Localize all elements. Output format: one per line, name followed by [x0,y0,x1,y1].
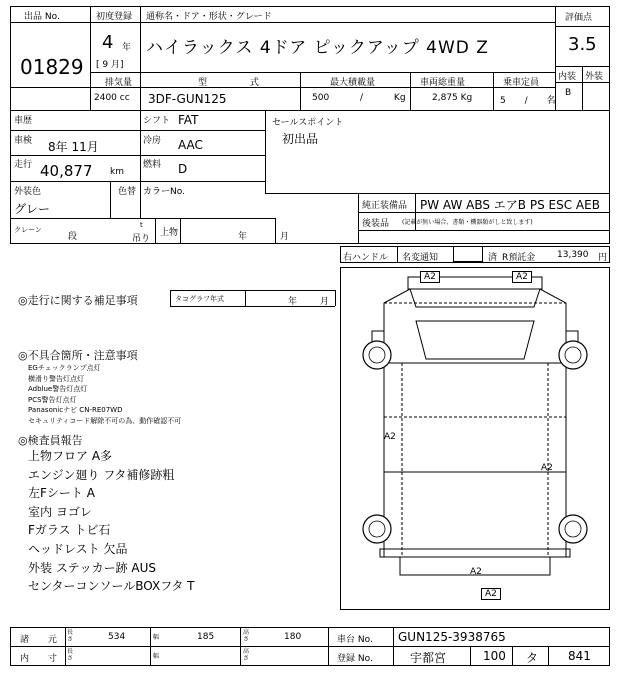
defect-item: セキュリティコード解除不可の為、動作確認不可 [28,416,182,425]
gross-weight-value: 2,875 Kg [432,93,473,103]
recycle-label: R預託金 [502,253,536,263]
cab-front [384,289,566,363]
interior-grade: B [565,88,572,98]
exterior-color-value: グレー [14,202,51,216]
history-label: 車歴 [14,116,33,126]
plate-class: 100 [483,649,506,663]
name-change-label: 名変通知 [402,253,439,263]
defects-label: ◎不具合箇所・注意事項 [18,349,138,362]
vehicle-damage-diagram [340,267,610,610]
inspection-value: 8年 11月 [48,140,99,154]
inspector-item: 上物フロア A多 [28,449,113,463]
interior-label: 内装 [558,72,577,82]
lot-label: 出品 No. [24,12,60,22]
length-label: 長さ [67,629,74,643]
tacho-label: タコグラフ年式 [175,295,224,303]
defect-item: Panasonicナビ CN-RE07WD [28,406,123,414]
chassis-label: 車台 No. [337,635,373,645]
damage-mark: A2 [512,271,532,283]
windshield [416,321,534,359]
engine-label: 排気量 [105,78,133,88]
inner-dims-label: 内 寸 [20,654,65,664]
type-value: 3DF-GUN125 [148,92,227,106]
aftermarket-label: 後装品 [362,219,390,229]
max-load-value: 500 / Kg [312,93,406,103]
driving-notes-label: ◎走行に関する補足事項 [18,294,138,307]
lot-number: 01829 [20,55,84,79]
inner-width-label: 幅 [153,653,160,660]
plate-kana: タ [526,651,539,665]
damage-mark: A2 [420,271,440,283]
shift-value: FAT [178,113,199,127]
damage-mark: A2 [541,463,553,473]
defect-item: 横滑り警告灯点灯 [28,374,84,383]
inspector-item: エンジン廻り フタ補修跡粗 [28,467,175,482]
width-value: 185 [197,632,215,642]
wheel-rear-left [363,515,391,543]
capacity-label: 乗車定員 [503,78,540,88]
inspector-item: 左Fシート A [28,486,95,501]
height-value: 180 [284,632,302,642]
type-label: 型 式 [198,78,279,88]
score-label: 評価点 [565,13,593,23]
equipment-value: PW AW ABS エアB PS ESC AEB [420,198,600,212]
plate-number: 841 [568,649,591,663]
fuel-value: D [178,162,188,176]
upper-body-month: 月 [280,232,290,242]
bed [384,472,566,557]
equipment-label: 純正装備品 [362,201,408,211]
damage-mark: A2 [384,432,396,442]
upper-body-label: 上物 [160,228,179,238]
max-load-label: 最大積載量 [330,78,376,88]
chassis-value: GUN125-3938765 [398,630,506,644]
wheel-rear-right [559,515,587,543]
gross-weight-label: 車両総重量 [420,78,466,88]
defect-item: PCS警告灯点灯 [28,395,77,404]
mileage-value: 40,877 [40,162,93,180]
first-reg-month: [ 9 月] [96,60,124,70]
crane-label: クレーン [14,226,42,234]
sales-points-label: セールスポイント [272,118,344,128]
ac-label: 冷房 [143,136,162,146]
height-label: 高さ [243,629,250,643]
crane-steps: 段 [68,232,78,242]
defect-item: EGチェックランプ点灯 [28,364,101,372]
color-no-label: カラーNo. [143,187,185,197]
inspector-item: センターコンソールBOXフタ T [28,579,195,594]
inspector-list [28,447,195,596]
fuel-label: 燃料 [143,160,162,170]
inner-height-label: 高さ [243,648,250,662]
inspector-item: 外装 ステッカー跡 AUS [28,560,156,575]
exterior-color-label: 外装色 [14,187,42,197]
plate-label: 登録 No. [337,654,373,664]
inspector-label: ◎検査員報告 [18,434,83,447]
mileage-label: 走行 [14,160,33,170]
damage-mark: A2 [470,567,482,577]
mileage-unit: km [110,167,124,177]
color-change-label: 色替 [118,187,137,197]
wheel-front-right [559,341,587,369]
crane-t-unit: t [140,221,143,229]
recycle-unit: 円 [598,253,608,263]
handle-label: 右ハンドル [343,253,389,263]
upper-body-year: 年 [238,232,248,242]
sales-points-value: 初出品 [282,132,319,146]
plate-area: 宇都宮 [410,651,447,665]
capacity-value: 5 / 名 [500,96,556,106]
recycle-paid-mark: 済 [488,253,498,263]
first-reg-label: 初度登録 [96,12,133,22]
inspector-item: ヘッドレスト 欠品 [28,541,128,556]
crane-hang: 吊り [132,234,151,244]
length-value: 534 [108,632,126,642]
defects-list [28,363,181,426]
damage-mark: A2 [481,588,501,600]
first-reg-year-unit: 年 [122,43,132,53]
inspector-item: Fガラス トビ石 [28,523,111,538]
wheel-front-left [363,341,391,369]
score-value: 3.5 [568,34,597,55]
dims-label: 諸 元 [20,635,65,645]
defect-item: Adblue警告灯点灯 [28,385,88,393]
ac-value: AAC [178,138,203,152]
recycle-value: 13,390 [557,250,589,260]
inspector-item: 室内 ヨゴレ [28,504,92,519]
inspection-label: 車検 [14,136,33,146]
inner-length-label: 長さ [67,648,74,662]
model-name: ハイラックス 4ドア ピックアップ 4WD Z [146,38,489,58]
width-label: 幅 [153,634,160,641]
exterior-label: 外装 [585,72,604,82]
tacho-year: 年 [288,297,298,307]
tacho-month: 月 [320,297,330,307]
model-label: 通称名・ドア・形状・グレード [146,12,272,22]
shift-label: シフト [143,116,171,126]
aftermarket-note: (記載が無い場合、書類・機器類がしと致します) [402,219,533,226]
first-reg-year: 4 [102,32,114,53]
engine-value: 2400 cc [94,93,130,103]
